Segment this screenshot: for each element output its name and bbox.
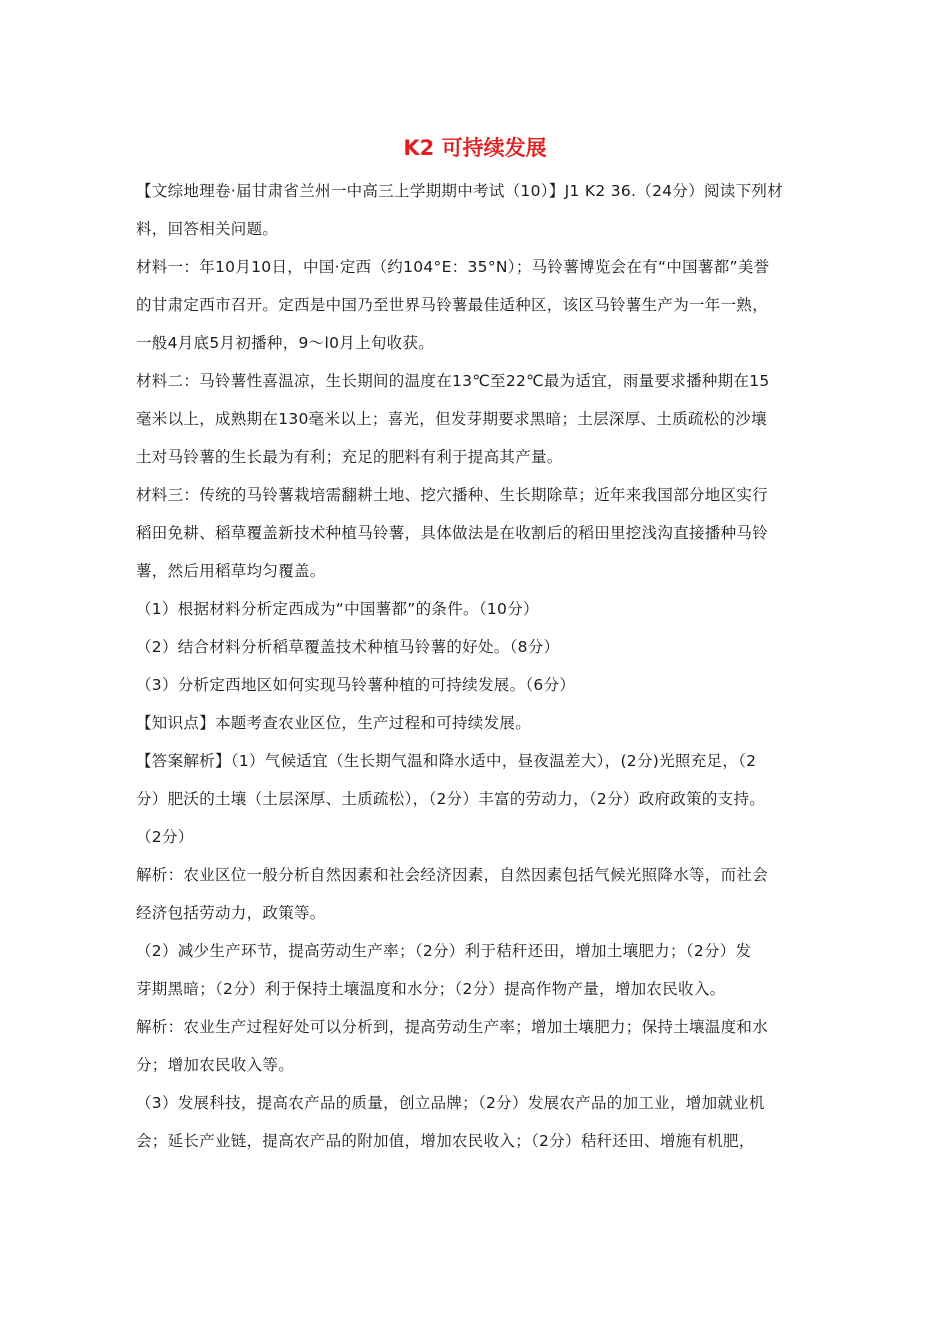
text-line: 芽期黑暗；（2分）利于保持土壤温度和水分；（2分）提高作物产量，增加农民收入。 (136, 980, 726, 998)
text-line: 解析：农业生产过程好处可以分析到，提高劳动生产率；增加土壤肥力；保持土壤温度和水 (136, 1018, 769, 1036)
text-line: 材料二：马铃薯性喜温凉，生长期间的温度在13℃至22℃最为适宜，雨量要求播种期在15 (136, 372, 770, 390)
text-line: 一般4月底5月初播种，9～l0月上旬收获。 (136, 334, 435, 352)
text-line: 材料三：传统的马铃薯栽培需翻耕土地、挖穴播种、生长期除草；近年来我国部分地区实行 (136, 486, 769, 504)
text-line: 毫米以上，成熟期在130毫米以上；喜光，但发芽期要求黑暗；土层深厚、土质疏松的沙壤 (136, 410, 767, 428)
text-line: 材料一：年10月10日，中国·定西（约104°E：35°N）；马铃薯博览会在有“中国薯都”美誉 (136, 258, 770, 276)
text-line: （3）发展科技，提高农产品的质量，创立品牌；（2分）发展农产品的加工业，增加就业机 (136, 1094, 765, 1112)
text-line: 解析：农业区位一般分析自然因素和社会经济因素，自然因素包括气候光照降水等，而社会 (136, 866, 769, 884)
text-line: （3）分析定西地区如何实现马铃薯种植的可持续发展。（6分） (136, 676, 576, 694)
text-line: （2）结合材料分析稻草覆盖技术种植马铃薯的好处。（8分） (136, 638, 560, 656)
text-line: （2分） (136, 828, 194, 846)
text-line: 薯，然后用稻草均匀覆盖。 (136, 562, 326, 580)
text-line: 分；增加农民收入等。 (136, 1056, 295, 1074)
text-line: 料，回答相关问题。 (136, 220, 279, 238)
text-line: 稻田免耕、稻草覆盖新技术种植马铃薯，具体做法是在收割后的稻田里挖浅沟直接播种马铃 (136, 524, 769, 542)
document-body (136, 172, 816, 1160)
text-line: 经济包括劳动力，政策等。 (136, 904, 326, 922)
text-line: （1）根据材料分析定西成为“中国薯都”的条件。（10分） (136, 600, 539, 618)
text-line: 【答案解析】（1）气候适宜（生长期气温和降水适中，昼夜温差大），(2分)光照充足，（2 (136, 752, 757, 770)
text-line: 的甘肃定西市召开。定西是中国乃至世界马铃薯最佳适种区，该区马铃薯生产为一年一熟， (136, 296, 769, 314)
document-title: K2 可持续发展 (403, 136, 547, 160)
text-line: 土对马铃薯的生长最为有利；充足的肥料有利于提高其产量。 (136, 448, 563, 466)
text-line: 【文综地理卷·届甘肃省兰州一中高三上学期期中考试（10）】J1 K2 36.（24分）阅读下列材 (136, 182, 783, 200)
text-line: （2）减少生产环节，提高劳动生产率；（2分）利于秸秆还田，增加土壤肥力；（2分）发 (136, 942, 752, 960)
text-line: 分）肥沃的土壤（土层深厚、土质疏松），（2分）丰富的劳动力，（2分）政府政策的支持。 (136, 790, 766, 808)
text-line: 会；延长产业链，提高农产品的附加值，增加农民收入；（2分）秸秆还田、增施有机肥， (136, 1132, 755, 1150)
text-line: 【知识点】本题考查农业区位，生产过程和可持续发展。 (136, 714, 532, 732)
